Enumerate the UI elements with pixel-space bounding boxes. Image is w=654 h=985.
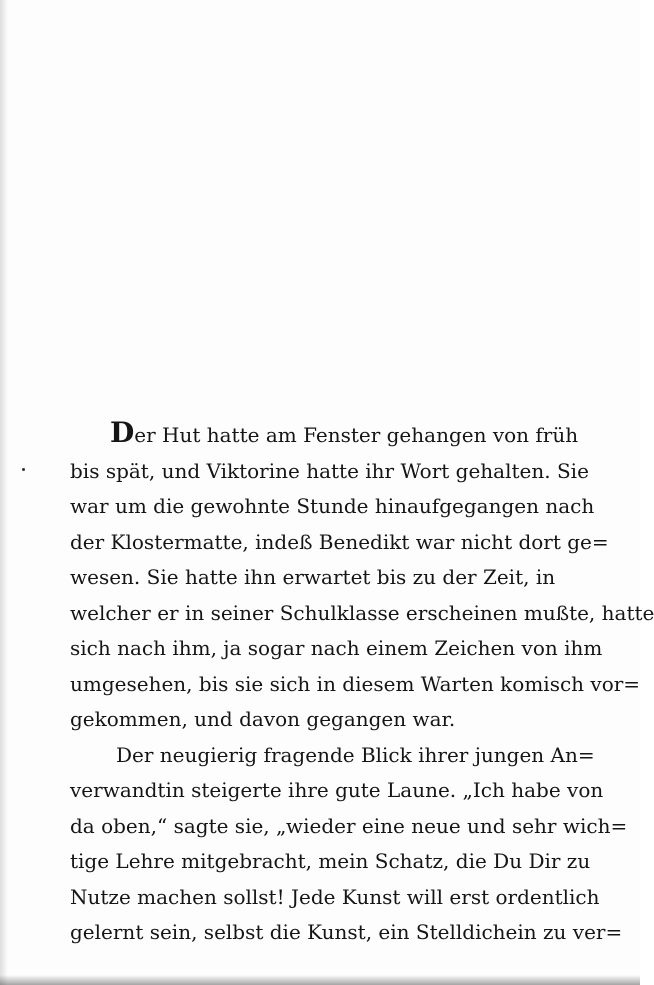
paragraph-2-line-5: Nutze machen sollst! Jede Kunst will erst ordentlich <box>70 884 600 909</box>
dropcap-letter: D <box>110 416 135 449</box>
paragraph-2-line-4: tige Lehre mitgebracht, mein Schatz, die Du Dir zu <box>70 849 591 873</box>
paragraph-2-line-6: gelernt sein, selbst die Kunst, ein Stelldichein zu ver= <box>70 920 623 944</box>
paragraph-1-line-8: umgesehen, bis sie sich in diesem Warten komisch vor= <box>70 671 641 696</box>
paragraph-1-line-6: welcher er in seiner Schulklasse erscheinen mußte, hatte <box>70 600 654 625</box>
text-block <box>70 416 654 951</box>
paragraph-1-line-2: bis spät, und Viktorine hatte ihr Wort gehalten. Sie <box>70 458 589 483</box>
paragraph-1-line-9: gekommen, und davon gegangen war. <box>70 707 456 731</box>
paragraph-2-line-3: da oben,“ sagte sie, „wieder eine neue und sehr wich= <box>70 813 628 838</box>
scan-shadow-left <box>0 0 8 985</box>
paragraph-1-line-3: war um die gewohnte Stunde hinaufgegangen nach <box>70 494 595 518</box>
paragraph-2-line-1: Der neugierig fragende Blick ihrer jungen An= <box>116 742 595 767</box>
paragraph-2-line-2: verwandtin steigerte ihre gute Laune. „Ich habe von <box>70 778 604 802</box>
scan-speck <box>22 468 25 471</box>
paragraph-1-line-5: wesen. Sie hatte ihn erwartet bis zu der Zeit, in <box>70 565 556 589</box>
scan-shadow-bottom <box>0 975 640 985</box>
paragraph-1-line-4: der Klostermatte, indeß Benedikt war nicht dort ge= <box>70 529 609 554</box>
paragraph-1-line-7: sich nach ihm, ja sogar nach einem Zeichen von ihm <box>70 636 603 660</box>
paragraph-1-line-1 <box>70 416 579 454</box>
paragraph-1-line-1-text: er Hut hatte am Fenster gehangen von früh <box>134 423 579 447</box>
